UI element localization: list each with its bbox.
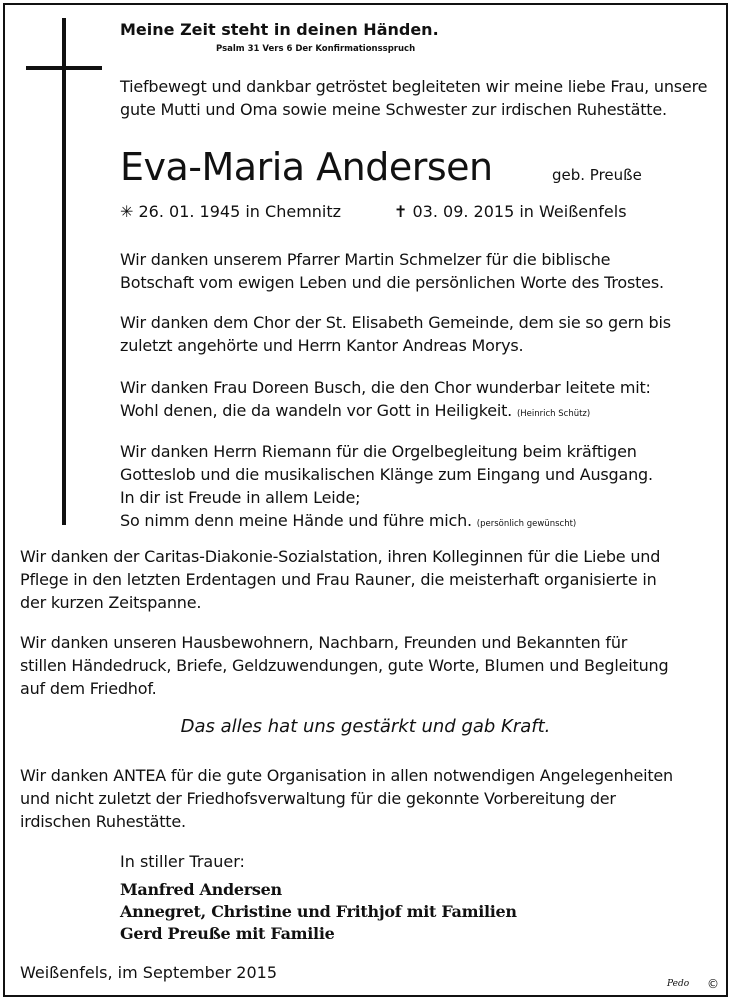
mourner: Gerd Preuße mit Familie xyxy=(120,924,335,943)
text-line: Wir danken unserem Pfarrer Martin Schmelzer für die biblische xyxy=(120,250,611,269)
cross-icon-vertical xyxy=(62,18,66,525)
thanks-pastor xyxy=(120,248,664,294)
text-line: Wir danken ANTEA für die gute Organisation in allen notwendigen Angelegenheiten xyxy=(20,766,673,785)
deceased-name: Eva-Maria Andersen xyxy=(120,145,493,189)
thanks-antea xyxy=(20,764,673,833)
thanks-caritas xyxy=(20,545,660,614)
text-line: Gotteslob und die musikalischen Klänge zum Eingang und Ausgang. xyxy=(120,465,653,484)
maiden-name: geb. Preuße xyxy=(552,166,642,184)
cross-icon-horizontal xyxy=(26,66,102,70)
text-line: Botschaft vom ewigen Leben und die persönlichen Worte des Trostes. xyxy=(120,273,664,292)
text-line: Wir danken Herrn Riemann für die Orgelbegleitung beim kräftigen xyxy=(120,442,637,461)
text-line: Wir danken unseren Hausbewohnern, Nachbarn, Freunden und Bekannten für xyxy=(20,633,628,652)
text-line: Wir danken der Caritas-Diakonie-Sozialstation, ihren Kolleginnen für die Liebe und xyxy=(20,547,661,566)
text-span: So nimm denn meine Hände und führe mich. xyxy=(120,511,472,530)
strength-line: Das alles hat uns gestärkt und gab Kraft. xyxy=(180,716,551,737)
thanks-organist xyxy=(120,440,653,536)
intro-text xyxy=(120,75,707,121)
text-line: Wir danken Frau Doreen Busch, die den Chor wunderbar leitete mit: xyxy=(120,378,651,397)
text-span: Wohl denen, die da wandeln vor Gott in Heiligkeit. xyxy=(120,401,513,420)
mourning-label: In stiller Trauer: xyxy=(120,852,245,871)
text-line: der kurzen Zeitspanne. xyxy=(20,593,202,612)
thanks-choir xyxy=(120,311,671,357)
mourner: Annegret, Christine und Frithjof mit Familien xyxy=(120,902,517,921)
text-line: zuletzt angehörte und Herrn Kantor Andreas Morys. xyxy=(120,336,524,355)
footnote: (persönlich gewünscht) xyxy=(476,519,577,529)
intro-line: gute Mutti und Oma sowie meine Schwester zur irdischen Ruhestätte. xyxy=(120,100,667,119)
copyright-icon: © xyxy=(707,977,719,991)
intro-line: Tiefbewegt und dankbar getröstet begleiteten wir meine liebe Frau, unsere xyxy=(120,77,708,96)
text-line: und nicht zuletzt der Friedhofsverwaltung für die gekonnte Vorbereitung der xyxy=(20,789,616,808)
text-line: Wir danken dem Chor der St. Elisabeth Gemeinde, dem sie so gern bis xyxy=(120,313,671,332)
text-line xyxy=(120,399,651,426)
text-line: irdischen Ruhestätte. xyxy=(20,812,186,831)
birth-date: ✳ 26. 01. 1945 in Chemnitz xyxy=(120,202,342,221)
mourner: Manfred Andersen xyxy=(120,880,282,899)
motto-source: Psalm 31 Vers 6 Der Konfirmationsspruch xyxy=(216,44,416,54)
mourners-list xyxy=(120,879,517,945)
footnote: (Heinrich Schütz) xyxy=(516,409,591,419)
text-line: Pflege in den letzten Erdentagen und Frau Rauner, die meisterhaft organisierte in xyxy=(20,570,657,589)
designer-signature: Pedo xyxy=(667,979,690,989)
death-date: ✝ 03. 09. 2015 in Weißenfels xyxy=(394,202,627,221)
thanks-choir-leader xyxy=(120,376,651,426)
text-line: auf dem Friedhof. xyxy=(20,679,157,698)
motto: Meine Zeit steht in deinen Händen. xyxy=(120,20,439,39)
text-line xyxy=(120,509,653,536)
place-date: Weißenfels, im September 2015 xyxy=(20,963,278,982)
thanks-neighbours xyxy=(20,631,668,700)
text-line: In dir ist Freude in allem Leide; xyxy=(120,488,361,507)
text-line: stillen Händedruck, Briefe, Geldzuwendungen, gute Worte, Blumen und Begleitung xyxy=(20,656,669,675)
